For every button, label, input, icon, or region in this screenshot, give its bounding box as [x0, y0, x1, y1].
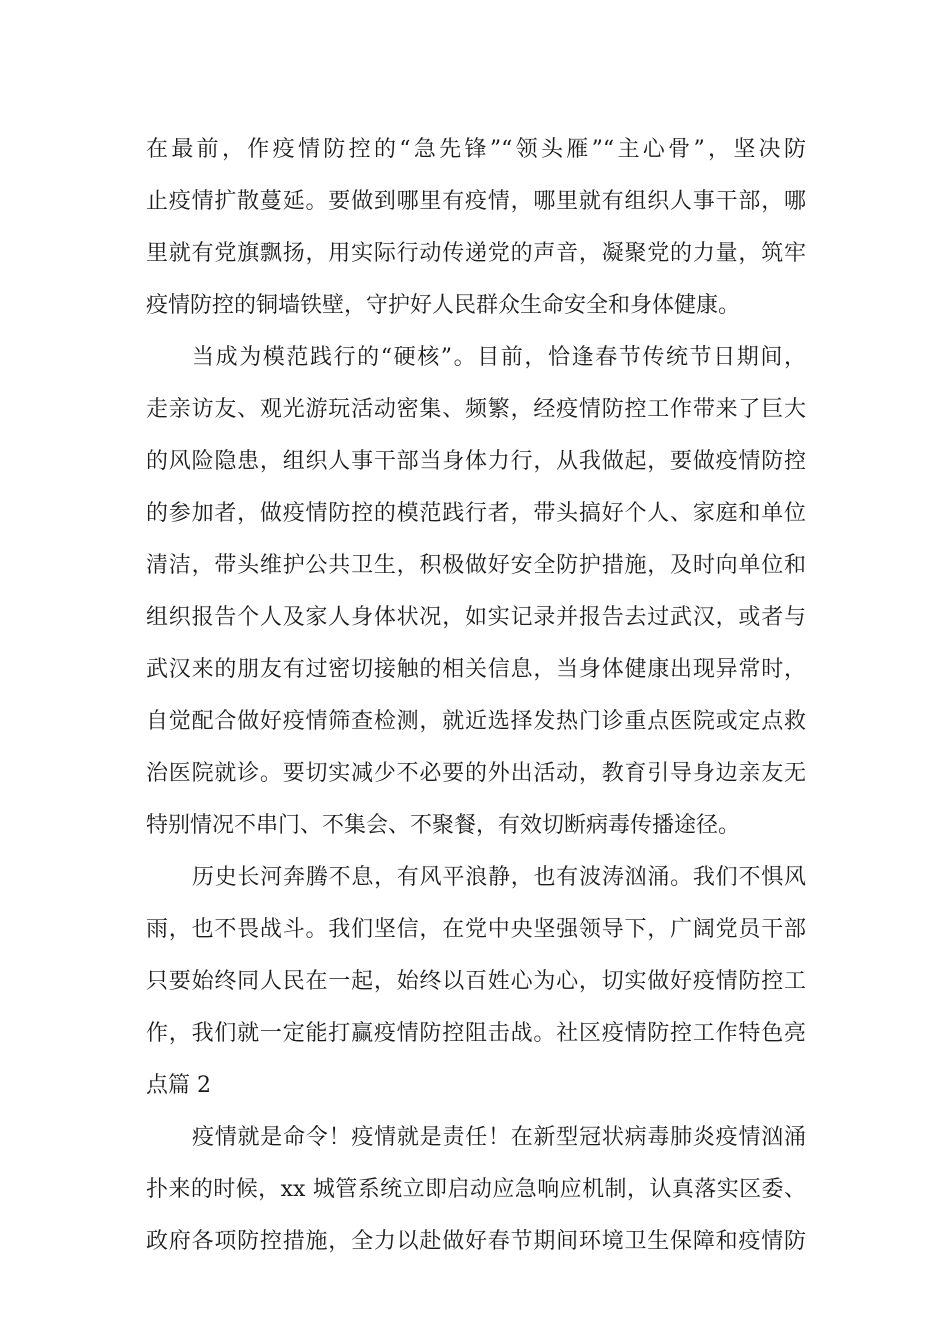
text-line: 特别情况不串门、不集会、不聚餐，有效切断病毒传播途径。 — [146, 813, 741, 838]
text-line: 作，我们就一定能打赢疫情防控阻击战。社区疫情防控工作特色亮 — [146, 1021, 806, 1046]
text-line: 当成为模范践行的“硬核”。目前，恰逢春节传统节日期间， — [192, 345, 806, 370]
text-line: 里就有党旗飘扬，用实际行动传递党的声音，凝聚党的力量，筑牢 — [146, 241, 806, 266]
text-line: 雨，也不畏战斗。我们坚信，在党中央坚强领导下，广阔党员干部 — [146, 917, 806, 942]
text-line: 扑来的时候，xx 城管系统立即启动应急响应机制，认真落实区委、 — [146, 1177, 806, 1202]
text-line: 的参加者，做疫情防控的模范践行者，带头搞好个人、家庭和单位 — [146, 501, 806, 526]
text-line: 疫情防控的铜墙铁壁，守护好人民群众生命安全和身体健康。 — [146, 293, 741, 318]
text-line: 点篇 2 — [146, 1073, 211, 1098]
text-line: 走亲访友、观光游玩活动密集、频繁，经疫情防控工作带来了巨大 — [146, 397, 806, 422]
text-line: 历史长河奔腾不息，有风平浪静，也有波涛汹涌。我们不惧风 — [192, 865, 806, 890]
text-line: 清洁，带头维护公共卫生，积极做好安全防护措施，及时向单位和 — [146, 553, 806, 578]
text-line: 在最前，作疫情防控的“急先锋”“领头雁”“主心骨”，坚决防 — [146, 137, 806, 162]
text-line: 自觉配合做好疫情筛查检测，就近选择发热门诊重点医院或定点救 — [146, 709, 806, 734]
text-line: 疫情就是命令！疫情就是责任！在新型冠状病毒肺炎疫情汹涌 — [192, 1125, 806, 1150]
text-line: 治医院就诊。要切实减少不必要的外出活动，教育引导身边亲友无 — [146, 761, 806, 786]
text-line: 的风险隐患，组织人事干部当身体力行，从我做起，要做疫情防控 — [146, 449, 806, 474]
text-line: 止疫情扩散蔓延。要做到哪里有疫情，哪里就有组织人事干部，哪 — [146, 189, 806, 214]
text-line: 政府各项防控措施，全力以赴做好春节期间环境卫生保障和疫情防 — [146, 1229, 806, 1254]
text-line: 武汉来的朋友有过密切接触的相关信息，当身体健康出现异常时， — [146, 657, 806, 682]
text-line: 只要始终同人民在一起，始终以百姓心为心，切实做好疫情防控工 — [146, 969, 806, 994]
text-line: 组织报告个人及家人身体状况，如实记录并报告去过武汉，或者与 — [146, 605, 806, 630]
